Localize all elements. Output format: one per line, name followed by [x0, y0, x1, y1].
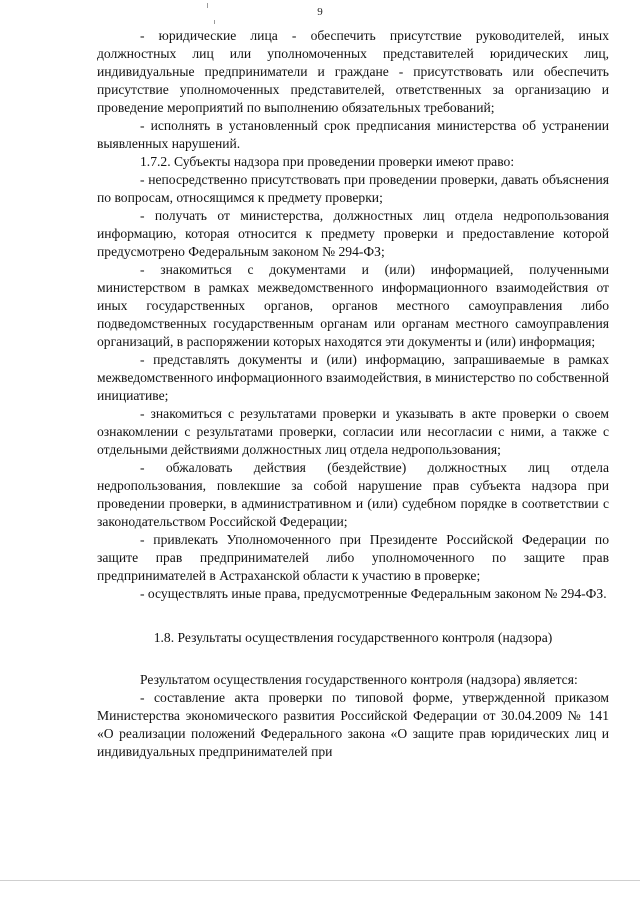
paragraph: - осуществлять иные права, предусмотренные Федеральным законом № 294-ФЗ.	[140, 586, 607, 601]
paragraph: - обжаловать действия (бездействие) должностных лиц отдела недропользования, повлекшие за собой нарушение прав субъекта надзора при проведении проверки, в административном и (или) судебном порядке в соответствии с законодательством Российской Федерации;	[97, 460, 609, 529]
section-heading: 1.8. Результаты осуществления государственного контроля (надзора)	[153, 630, 553, 645]
document-body	[97, 27, 609, 761]
paragraph: - знакомиться с результатами проверки и указывать в акте проверки о своем ознакомлении с результатами проверки, согласии или несогласии с ними, а также с отдельными действиями должностных лиц отдела недропользования;	[97, 406, 609, 457]
paragraph: - составление акта проверки по типовой форме, утвержденной приказом Министерства экономического развития Российской Федерации от 30.04.2009 № 141 «О реализации положений Федерального закона «О защите прав юридических лиц и индивидуальных предпринимателей при	[97, 690, 609, 759]
scan-edge-line	[0, 880, 640, 881]
page-number: 9	[317, 6, 323, 18]
scan-artifact	[207, 3, 208, 8]
paragraph: - юридические лица - обеспечить присутствие руководителей, иных должностных лиц или уполномоченных представителей юридических лиц, индивидуальные предприниматели и граждане - присутствовать или обеспечить присутствие уполномоченных представителей, ответственных за организацию и проведение мероприятий по выполнению обязательных требований;	[97, 28, 609, 115]
paragraph: - получать от министерства, должностных лиц отдела недропользования информацию, которая относится к предмету проверки и предоставление которой предусмотрено Федеральным законом № 294-ФЗ;	[97, 208, 609, 259]
paragraph: 1.7.2. Субъекты надзора при проведении проверки имеют право:	[140, 154, 515, 169]
paragraph: - знакомиться с документами и (или) информацией, полученными министерством в рамках межведомственного информационного взаимодействия от иных государственных органов, органов местного самоуправления либо подведомственных государственным органам или органам местного самоуправления организаций, в распоряжении которых находятся эти документы и (или) информация;	[97, 262, 609, 349]
paragraph: - исполнять в установленный срок предписания министерства об устранении выявленных нарушений.	[97, 118, 609, 151]
paragraph: Результатом осуществления государственного контроля (надзора) является:	[140, 672, 578, 687]
paragraph: - непосредственно присутствовать при проведении проверки, давать объяснения по вопросам, относящимся к предмету проверки;	[97, 172, 609, 205]
paragraph: - представлять документы и (или) информацию, запрашиваемые в рамках межведомственного информационного взаимодействия, в министерство по собственной инициативе;	[97, 352, 609, 403]
paragraph: - привлекать Уполномоченного при Президенте Российской Федерации по защите прав предпринимателей либо уполномоченного по защите прав предпринимателей в Астраханской области к участию в проверке;	[97, 532, 609, 583]
scan-artifact	[214, 20, 215, 24]
